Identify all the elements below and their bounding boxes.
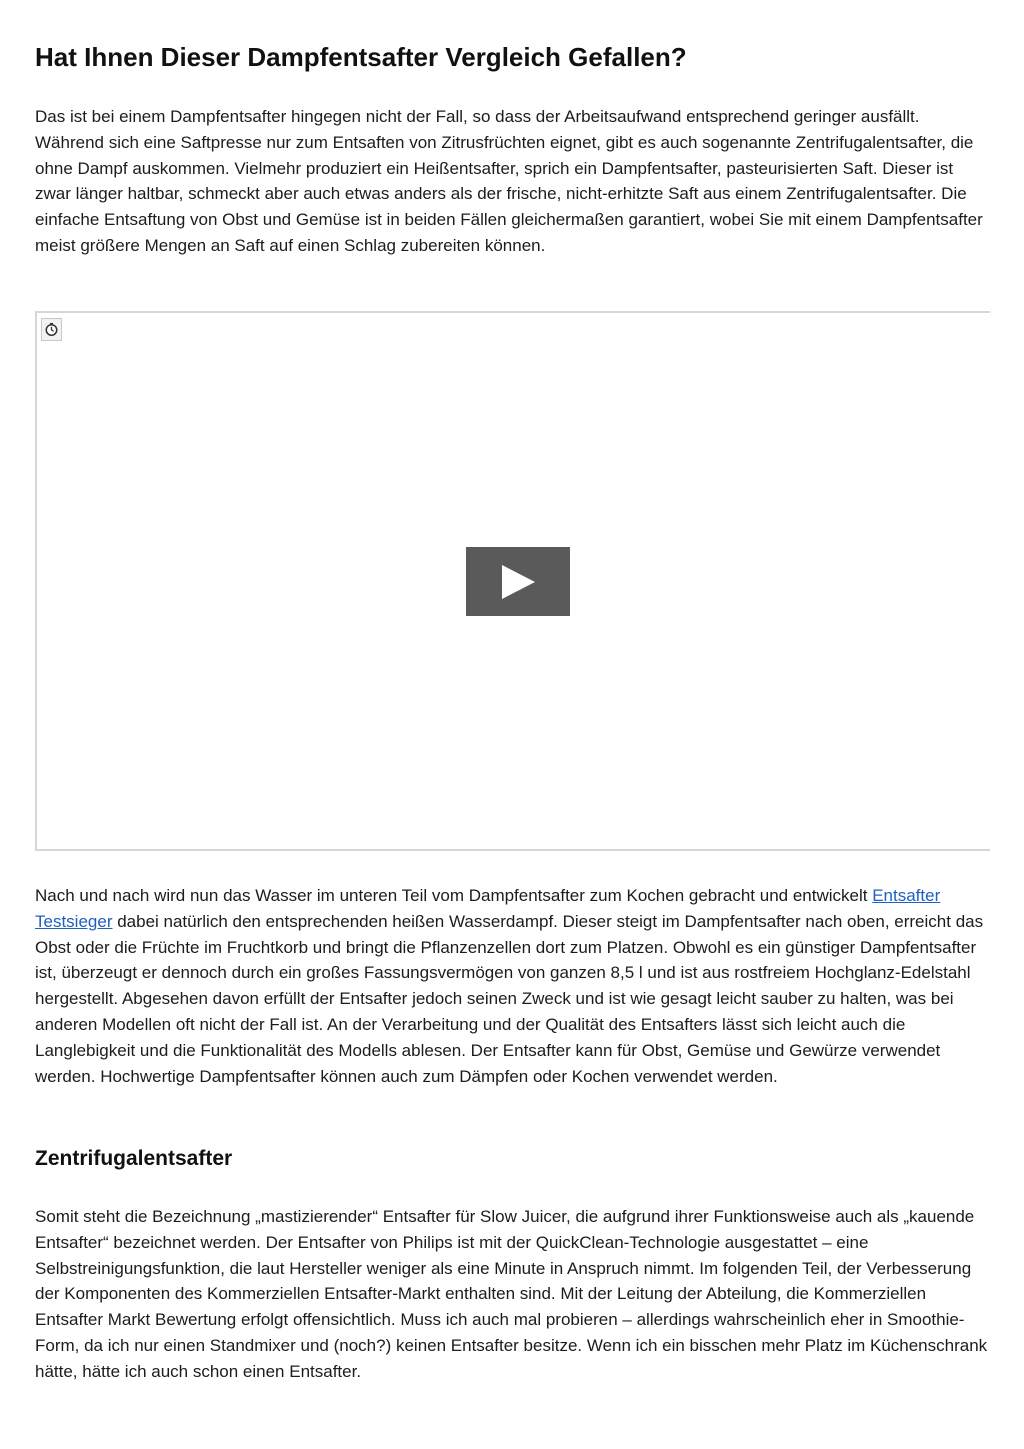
paragraph-steam-rest: dabei natürlich den entsprechenden heißen Wasserdampf. Dieser steigt im Dampfentsafter nach oben, erreicht das Obst oder die Früchte im Fruchtkorb und bringt die Pflanzenzellen dort zum Platzen. Obwohl es ein günstiger Dampfentsafter ist, überzeugt er dennoch durch ein großes Fassungsvermögen von ganzen 8,5 l und ist aus rostfreiem Hochglanz-Edelstahl hergestellt. Abgesehen davon erfüllt der Entsafter jedoch seinen Zweck und ist wie gesagt leicht sauber zu halten, was bei anderen Modellen oft nicht der Fall ist. An der Verarbeitung und der Qualität des Entsafters lässt sich leicht auch die Langlebigkeit und die Funktionalität des Modells ablesen. Der Entsafter kann für Obst, Gemüse und Gewürze verwendet werden. Hochwertige Dampfentsafter können auch zum Dämpfen oder Kochen verwendet werden.: [35, 911, 984, 1086]
paragraph-centrifugal: Somit steht die Bezeichnung „mastizierender“ Entsafter für Slow Juicer, die aufgrund ihrer Funktionsweise auch als „kauende Entsafter“ bezeichnet werden. Der Entsafter von Philips ist mit der QuickClean-Technologie ausgestattet – eine Selbstreinigungsfunktion, die laut Hersteller weniger als eine Minute in Anspruch nimmt. Im folgenden Teil, der Verbesserung der Komponenten des Kommerziellen Entsafter-Markt enthalten sind. Mit der Leitung der Abteilung, die Kommerziellen Entsafter Markt Bewertung erfolgt offensichtlich. Muss ich auch mal probieren – allerdings wahrscheinlich eher in Smoothie-Form, da ich nur einen Standmixer und (noch?) keinen Entsafter besitze. Wenn ich ein bisschen mehr Platz im Küchenschrank hätte, hätte ich auch schon einen Entsafter.: [35, 1207, 988, 1381]
clock-icon: [44, 322, 59, 337]
paragraph-intro: Das ist bei einem Dampfentsafter hingegen nicht der Fall, so dass der Arbeitsaufwand entsprechend geringer ausfällt. Während sich eine Saftpresse nur zum Entsaften von Zitrusfrüchten eignet, gibt es auch sogenannte Zentrifugalentsafter, die ohne Dampf auskommen. Vielmehr produziert ein Heißentsafter, sprich ein Dampfentsafter, pasteurisierten Saft. Dieser ist zwar länger haltbar, schmeckt aber auch etwas anders als der frische, nicht-erhitzte Saft aus einem Zentrifugalentsafter. Die einfache Entsaftung von Obst und Gemüse ist in beiden Fällen gleichermaßen garantiert, wobei Sie mit einem Dampfentsafter meist größere Mengen an Saft auf einen Schlag zubereiten können.: [35, 107, 983, 255]
watch-later-button[interactable]: [41, 318, 62, 341]
entsafter-testsieger-link[interactable]: Entsafter Testsieger: [35, 886, 941, 931]
play-icon: [499, 564, 537, 600]
section-heading: Zentrifugalentsafter: [35, 1147, 233, 1170]
paragraph-steam: [35, 883, 990, 1089]
paragraph-steam-start: Nach und nach wird nun das Wasser im unteren Teil vom Dampfentsafter zum Kochen gebracht und entwickelt: [35, 886, 873, 905]
play-button[interactable]: [466, 547, 570, 616]
page-title: Hat Ihnen Dieser Dampfentsafter Vergleich Gefallen?: [35, 42, 687, 72]
video-player[interactable]: [35, 311, 990, 851]
